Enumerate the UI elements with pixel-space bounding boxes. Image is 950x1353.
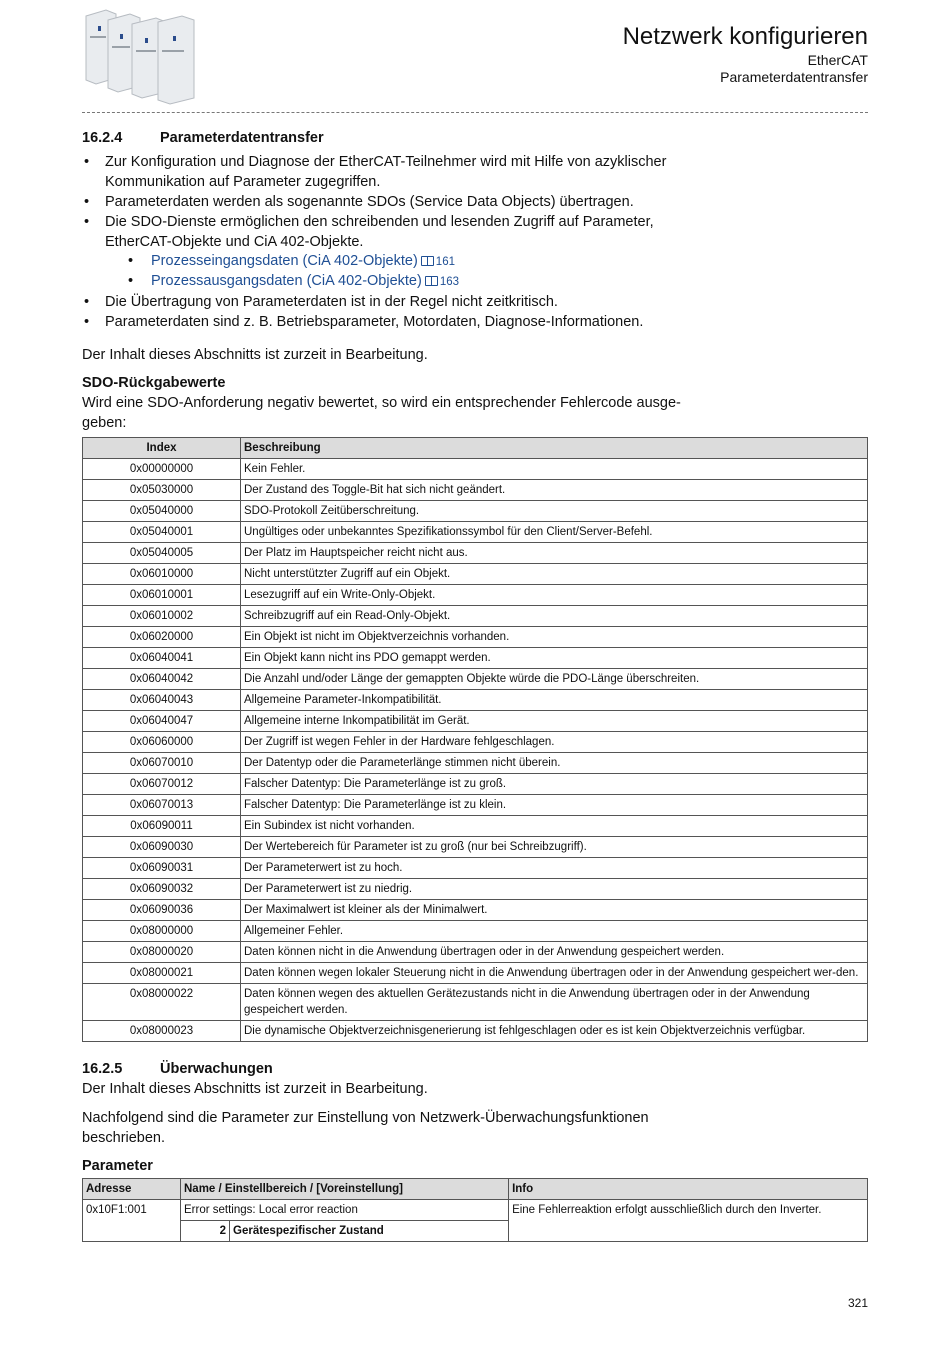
table-row — [83, 795, 868, 816]
parameter-table — [82, 1178, 868, 1242]
sdo-index-cell: 0x00000000 — [83, 459, 241, 480]
sdo-description-cell: Ein Objekt ist nicht im Objektverzeichnis vorhanden. — [241, 627, 868, 648]
table-row — [83, 921, 868, 942]
sdo-description-cell: Der Parameterwert ist zu hoch. — [241, 858, 868, 879]
sdo-index-cell: 0x06010000 — [83, 564, 241, 585]
sdo-description-cell: Der Platz im Hauptspeicher reicht nicht aus. — [241, 543, 868, 564]
table-row — [83, 900, 868, 921]
table-row — [83, 858, 868, 879]
table-row — [83, 1200, 868, 1221]
sdo-description-cell: Allgemeiner Fehler. — [241, 921, 868, 942]
page-ref[interactable]: 161 — [435, 256, 455, 268]
section-heading-1624: 16.2.4 Parameterdatentransfer — [82, 130, 324, 146]
sdo-description-cell: Ungültiges oder unbekanntes Spezifikationssymbol für den Client/Server-Befehl. — [241, 522, 868, 543]
sdo-index-cell: 0x08000020 — [83, 942, 241, 963]
sdo-index-cell: 0x08000000 — [83, 921, 241, 942]
header-subtitle-2: Parameterdatentransfer — [720, 69, 868, 85]
sdo-index-cell: 0x06060000 — [83, 732, 241, 753]
table-row — [83, 480, 868, 501]
sdo-description-cell: Der Zustand des Toggle-Bit hat sich nicht geändert. — [241, 480, 868, 501]
sdo-index-cell: 0x05040001 — [83, 522, 241, 543]
header-title: Netzwerk konfigurieren — [622, 23, 868, 50]
sdo-index-cell: 0x06010001 — [83, 585, 241, 606]
sdo-index-cell: 0x08000023 — [83, 1021, 241, 1042]
table-row — [83, 984, 868, 1021]
sdo-description-cell: Die Anzahl und/oder Länge der gemappten Objekte würde die PDO-Länge überschreiten. — [241, 669, 868, 690]
sdo-index-cell: 0x06040043 — [83, 690, 241, 711]
sdo-return-table — [82, 437, 868, 1042]
sdo-index-cell: 0x06090031 — [83, 858, 241, 879]
sdo-index-cell: 0x08000022 — [83, 984, 241, 1021]
sdo-description-cell: Falscher Datentyp: Die Parameterlänge ist zu klein. — [241, 795, 868, 816]
sdo-description-cell: SDO-Protokoll Zeitüberschreitung. — [241, 501, 868, 522]
sdo-index-cell: 0x06070010 — [83, 753, 241, 774]
link-prozessausgangsdaten[interactable]: Prozessausgangsdaten (CiA 402-Objekte) — [151, 273, 422, 289]
link-list — [105, 252, 702, 292]
sdo-index-cell: 0x06010002 — [83, 606, 241, 627]
link-prozesseingangsdaten[interactable]: Prozesseingangsdaten (CiA 402-Objekte) — [151, 253, 418, 269]
link-item — [128, 252, 702, 272]
header-subtitle-1: EtherCAT — [807, 52, 868, 68]
table-row — [83, 606, 868, 627]
sdo-heading: SDO-Rückgabewerte — [82, 375, 226, 391]
sdo-description-cell: Nicht unterstützter Zugriff auf ein Objekt. — [241, 564, 868, 585]
sdo-description-cell: Daten können wegen lokaler Steuerung nicht in die Anwendung übertragen oder in der Anwendung gespeichert wer-den. — [241, 963, 868, 984]
sdo-index-cell: 0x05030000 — [83, 480, 241, 501]
sdo-index-cell: 0x05040005 — [83, 543, 241, 564]
sdo-description-cell: Daten können nicht in die Anwendung übertragen oder in der Anwendung gespeichert werden. — [241, 942, 868, 963]
param-address: 0x10F1:001 — [83, 1200, 181, 1242]
sdo-description-cell: Falscher Datentyp: Die Parameterlänge ist zu groß. — [241, 774, 868, 795]
table-row — [83, 669, 868, 690]
book-icon — [421, 256, 434, 266]
param-info: Eine Fehlerreaktion erfolgt ausschließlich durch den Inverter. — [509, 1200, 868, 1242]
bullet-list — [82, 152, 702, 332]
sdo-description-cell: Der Wertebereich für Parameter ist zu groß (nur bei Schreibzugriff). — [241, 837, 868, 858]
table-row — [83, 543, 868, 564]
column-header-address: Adresse — [83, 1179, 181, 1200]
option-label: Gerätespezifischer Zustand — [230, 1221, 509, 1242]
table-header-row — [83, 1179, 868, 1200]
sdo-index-cell: 0x06090032 — [83, 879, 241, 900]
table-row — [83, 585, 868, 606]
table-row — [83, 1021, 868, 1042]
sdo-description-cell: Allgemeine Parameter-Inkompatibilität. — [241, 690, 868, 711]
sdo-index-cell: 0x06090036 — [83, 900, 241, 921]
page-number: 321 — [847, 1296, 868, 1310]
sdo-index-cell: 0x06040041 — [83, 648, 241, 669]
sdo-description-cell: Lesezugriff auf ein Write-Only-Objekt. — [241, 585, 868, 606]
table-row — [83, 459, 868, 480]
in-progress-note: Der Inhalt dieses Abschnitts ist zurzeit in Bearbeitung. — [82, 347, 428, 363]
sdo-index-cell: 0x06040047 — [83, 711, 241, 732]
parameter-heading: Parameter — [82, 1158, 153, 1174]
bullet-item: • Die SDO-Dienste ermöglichen den schreibenden und lesenden Zugriff auf Parameter, EtherCAT-Objekte und CiA 402-Objekte. • Prozesseingangsdaten (CiA 402-Objekte) 161 • Prozessausgangsdaten (CiA 402-Objekte) 163 — [82, 212, 702, 292]
column-header-name: Name / Einstellbereich / [Voreinstellung] — [181, 1179, 509, 1200]
table-row — [83, 711, 868, 732]
page-header — [623, 22, 868, 86]
sdo-table-body — [83, 459, 868, 1042]
sdo-index-cell: 0x05040000 — [83, 501, 241, 522]
sdo-index-cell: 0x08000021 — [83, 963, 241, 984]
sdo-description-cell: Die dynamische Objektverzeichnisgenerierung ist fehlgeschlagen oder es ist kein Objektverzeichnis verfügbar. — [241, 1021, 868, 1042]
sdo-intro: Wird eine SDO-Anforderung negativ bewertet, so wird ein entsprechender Fehlercode ausge-geben: — [82, 395, 681, 431]
column-header-index: Index — [83, 438, 241, 459]
sdo-description-cell: Ein Objekt kann nicht ins PDO gemappt werden. — [241, 648, 868, 669]
link-item — [128, 272, 702, 292]
table-row — [83, 648, 868, 669]
table-row — [83, 816, 868, 837]
book-icon — [425, 276, 438, 286]
table-row — [83, 627, 868, 648]
sdo-description-cell: Ein Subindex ist nicht vorhanden. — [241, 816, 868, 837]
sdo-index-cell: 0x06070013 — [83, 795, 241, 816]
table-row — [83, 522, 868, 543]
table-row — [83, 774, 868, 795]
sdo-index-cell: 0x06020000 — [83, 627, 241, 648]
sdo-description-cell: Der Datentyp oder die Parameterlänge stimmen nicht überein. — [241, 753, 868, 774]
bullet-item: • Parameterdaten werden als sogenannte SDOs (Service Data Objects) übertragen. — [82, 192, 702, 212]
page-ref[interactable]: 163 — [439, 276, 460, 288]
sdo-description-cell: Kein Fehler. — [241, 459, 868, 480]
product-image — [82, 6, 214, 108]
sdo-index-cell: 0x06090030 — [83, 837, 241, 858]
table-row — [83, 732, 868, 753]
bullet-item: • Die Übertragung von Parameterdaten ist in der Regel nicht zeitkritisch. — [82, 292, 702, 312]
table-row — [83, 879, 868, 900]
sdo-index-cell: 0x06070012 — [83, 774, 241, 795]
option-value: 2 — [181, 1221, 230, 1242]
sdo-description-cell: Der Maximalwert ist kleiner als der Minimalwert. — [241, 900, 868, 921]
bullet-item: • Parameterdaten sind z. B. Betriebsparameter, Motordaten, Diagnose-Informationen. — [82, 312, 702, 332]
table-row — [83, 690, 868, 711]
sdo-description-cell: Der Parameterwert ist zu niedrig. — [241, 879, 868, 900]
table-row — [83, 942, 868, 963]
table-row — [83, 501, 868, 522]
sdo-description-cell: Daten können wegen des aktuellen Gerätezustands nicht in die Anwendung übertragen oder in der Anwendung gespeichert werden. — [241, 984, 868, 1021]
sdo-description-cell: Der Zugriff ist wegen Fehler in der Hardware fehlgeschlagen. — [241, 732, 868, 753]
table-header-row — [83, 438, 868, 459]
sdo-description-cell: Allgemeine interne Inkompatibilität im Gerät. — [241, 711, 868, 732]
header-divider — [82, 112, 868, 113]
page-content — [82, 128, 868, 1242]
param-name: Error settings: Local error reaction — [181, 1200, 509, 1221]
table-row — [83, 753, 868, 774]
sdo-index-cell: 0x06040042 — [83, 669, 241, 690]
column-header-description: Beschreibung — [241, 438, 868, 459]
bullet-item: • Zur Konfiguration und Diagnose der EtherCAT-Teilnehmer wird mit Hilfe von azyklischer Kommunikation auf Parameter zugegriffen. — [82, 152, 702, 192]
table-row — [83, 564, 868, 585]
table-row — [83, 837, 868, 858]
section-heading-1625: 16.2.5 Überwachungen — [82, 1061, 273, 1077]
monitoring-intro: Nachfolgend sind die Parameter zur Einstellung von Netzwerk-Überwachungsfunktionen beschrieben. — [82, 1110, 649, 1146]
table-row — [83, 963, 868, 984]
column-header-info: Info — [509, 1179, 868, 1200]
in-progress-note-2: Der Inhalt dieses Abschnitts ist zurzeit in Bearbeitung. — [82, 1081, 428, 1097]
sdo-description-cell: Schreibzugriff auf ein Read-Only-Objekt. — [241, 606, 868, 627]
sdo-index-cell: 0x06090011 — [83, 816, 241, 837]
